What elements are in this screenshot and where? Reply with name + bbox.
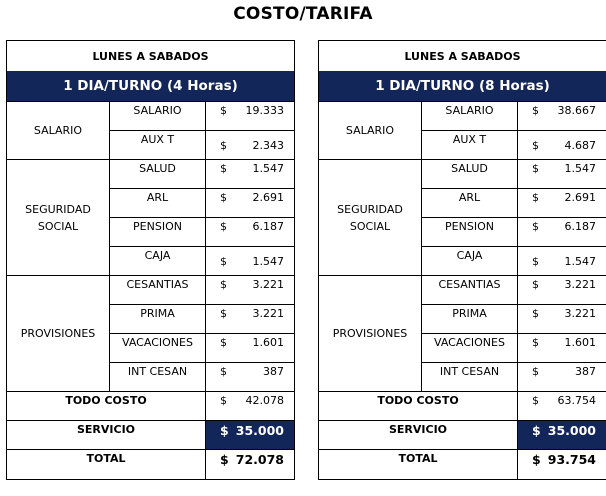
currency-symbol: $ — [220, 254, 227, 268]
currency-symbol: $ — [532, 104, 539, 117]
currency-symbol: $ — [220, 452, 229, 467]
total-amount — [205, 449, 294, 479]
currency-symbol: $ — [220, 191, 227, 204]
item-label: SALUD — [421, 159, 517, 188]
currency-symbol: $ — [532, 365, 539, 378]
currency-symbol: $ — [532, 336, 539, 349]
item-amount — [205, 130, 294, 159]
cost-grid — [7, 101, 294, 479]
item-label: CAJA — [421, 246, 517, 275]
item-amount — [517, 101, 606, 130]
total-label: TOTAL — [319, 449, 517, 479]
item-amount — [517, 188, 606, 217]
schedule-header: LUNES A SABADOS — [92, 49, 209, 63]
item-amount — [205, 246, 294, 275]
amount-value: 4.687 — [564, 138, 596, 152]
item-amount — [205, 275, 294, 304]
group-label: SEGURIDAD — [25, 202, 91, 216]
amount-value: 1.547 — [564, 254, 596, 268]
currency-symbol: $ — [532, 191, 539, 204]
amount-value: 1.601 — [564, 336, 596, 349]
item-label: SALUD — [109, 159, 205, 188]
item-amount — [205, 333, 294, 362]
amount-value: 6.187 — [564, 220, 596, 233]
servicio-amount — [205, 420, 294, 449]
currency-symbol: $ — [220, 104, 227, 117]
currency-symbol: $ — [532, 254, 539, 268]
group-provisiones — [319, 275, 421, 391]
amount-value: 3.221 — [564, 307, 596, 320]
item-amount — [205, 304, 294, 333]
currency-symbol: $ — [220, 278, 227, 291]
item-amount — [517, 130, 606, 159]
servicio-label: SERVICIO — [319, 420, 517, 449]
amount-value: 63.754 — [557, 394, 596, 407]
item-label: PENSION — [421, 217, 517, 246]
item-label: SALARIO — [421, 101, 517, 130]
currency-symbol: $ — [532, 162, 539, 175]
amount-value: 1.547 — [252, 254, 284, 268]
currency-symbol: $ — [220, 394, 227, 407]
item-amount — [517, 275, 606, 304]
amount-value: 2.691 — [564, 191, 596, 204]
amount-value: 19.333 — [245, 104, 284, 117]
item-label: AUX T — [109, 130, 205, 159]
total-label: TOTAL — [7, 449, 205, 479]
item-label: VACACIONES — [109, 333, 205, 362]
item-label: VACACIONES — [421, 333, 517, 362]
shift-band: 1 DIA/TURNO (4 Horas) — [7, 71, 294, 101]
item-amount — [517, 246, 606, 275]
amount-value: 1.547 — [564, 162, 596, 175]
amount-value: 387 — [263, 365, 284, 378]
amount-value: 38.667 — [557, 104, 596, 117]
currency-symbol: $ — [532, 278, 539, 291]
amount-value: 72.078 — [235, 452, 284, 467]
amount-value: 1.601 — [252, 336, 284, 349]
item-label: PRIMA — [109, 304, 205, 333]
servicio-amount — [517, 420, 606, 449]
group-label: SOCIAL — [349, 219, 391, 233]
item-amount — [205, 159, 294, 188]
amount-value: 35.000 — [547, 423, 596, 438]
group-seguridad-social — [7, 159, 109, 275]
currency-symbol: $ — [532, 138, 539, 152]
currency-symbol: $ — [532, 452, 541, 467]
item-label: PRIMA — [421, 304, 517, 333]
item-label: AUX T — [421, 130, 517, 159]
amount-value: 387 — [575, 365, 596, 378]
item-label: ARL — [421, 188, 517, 217]
item-label: CESANTIAS — [421, 275, 517, 304]
servicio-label: SERVICIO — [7, 420, 205, 449]
group-label: PROVISIONES — [332, 327, 408, 340]
currency-symbol: $ — [220, 138, 227, 152]
currency-symbol: $ — [532, 423, 541, 438]
cost-table-8-hours — [318, 40, 606, 480]
currency-symbol: $ — [220, 365, 227, 378]
currency-symbol: $ — [220, 336, 227, 349]
item-label: INT CESAN — [109, 362, 205, 391]
amount-value: 3.221 — [252, 307, 284, 320]
cost-table-4-hours — [6, 40, 295, 480]
item-amount — [517, 159, 606, 188]
item-label: CAJA — [109, 246, 205, 275]
currency-symbol: $ — [220, 307, 227, 320]
item-amount — [517, 304, 606, 333]
amount-value: 35.000 — [235, 423, 284, 438]
item-amount — [205, 101, 294, 130]
todo-costo-label: TODO COSTO — [7, 391, 205, 420]
item-label: PENSION — [109, 217, 205, 246]
item-label: CESANTIAS — [109, 275, 205, 304]
page-title: COSTO/TARIFA — [233, 4, 373, 24]
amount-value: 2.691 — [252, 191, 284, 204]
amount-value: 93.754 — [547, 452, 596, 467]
amount-value: 6.187 — [252, 220, 284, 233]
todo-costo-amount — [517, 391, 606, 420]
item-label: ARL — [109, 188, 205, 217]
total-amount — [517, 449, 606, 479]
amount-value: 42.078 — [245, 394, 284, 407]
item-amount — [205, 188, 294, 217]
group-label: SALARIO — [345, 124, 395, 137]
todo-costo-label: TODO COSTO — [319, 391, 517, 420]
currency-symbol: $ — [532, 394, 539, 407]
amount-value: 3.221 — [564, 278, 596, 291]
item-amount — [205, 362, 294, 391]
currency-symbol: $ — [220, 162, 227, 175]
currency-symbol: $ — [532, 307, 539, 320]
item-amount — [205, 217, 294, 246]
group-provisiones — [7, 275, 109, 391]
currency-symbol: $ — [220, 423, 229, 438]
group-label: SALARIO — [33, 124, 83, 137]
shift-band: 1 DIA/TURNO (8 Horas) — [319, 71, 606, 101]
item-amount — [517, 333, 606, 362]
group-salario — [7, 101, 109, 159]
currency-symbol: $ — [532, 220, 539, 233]
amount-value: 3.221 — [252, 278, 284, 291]
amount-value: 1.547 — [252, 162, 284, 175]
group-label: SOCIAL — [37, 219, 79, 233]
currency-symbol: $ — [220, 220, 227, 233]
group-label: SEGURIDAD — [337, 202, 403, 216]
item-amount — [517, 362, 606, 391]
item-label: SALARIO — [109, 101, 205, 130]
cost-grid — [319, 101, 606, 479]
group-salario — [319, 101, 421, 159]
todo-costo-amount — [205, 391, 294, 420]
group-seguridad-social — [319, 159, 421, 275]
amount-value: 2.343 — [252, 138, 284, 152]
item-label: INT CESAN — [421, 362, 517, 391]
group-label: PROVISIONES — [20, 327, 96, 340]
schedule-header: LUNES A SABADOS — [404, 49, 521, 63]
item-amount — [517, 217, 606, 246]
